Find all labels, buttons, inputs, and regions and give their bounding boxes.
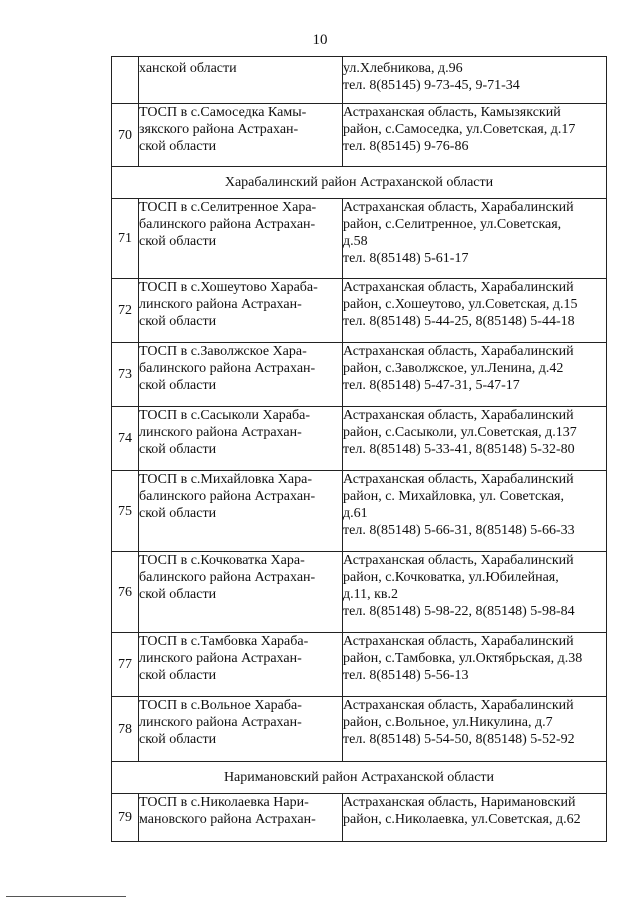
address-cell — [343, 343, 607, 407]
office-name-line: ТОСП в с.Заволжское Хара- — [139, 344, 307, 359]
row-number: 70 — [112, 104, 139, 167]
address-line: Астраханская область, Харабалинский — [343, 698, 574, 713]
address-line: район, с.Самоседка, ул.Советская, д.17 — [343, 122, 576, 137]
address-line: район, с.Николаевка, ул.Советская, д.62 — [343, 812, 581, 827]
office-name-cell — [139, 57, 343, 104]
office-name-line: ской области — [139, 732, 217, 747]
address-cell — [343, 104, 607, 167]
office-name-line: ской области — [139, 139, 217, 154]
office-name-line: мановского района Астрахан- — [139, 812, 316, 827]
address-line: район, с.Тамбовка, ул.Октябрьская, д.38 — [343, 651, 583, 666]
table-row — [112, 343, 607, 407]
district-header-row — [112, 167, 607, 199]
office-name-line: балинского района Астрахан- — [139, 489, 316, 504]
table-row — [112, 407, 607, 471]
address-line: тел. 8(85148) 5-61-17 — [343, 251, 469, 266]
address-line: д.58 — [343, 234, 368, 249]
office-name-line: ТОСП в с.Сасыколи Хараба- — [139, 408, 311, 423]
office-name-cell — [139, 199, 343, 279]
office-name-line: ТОСП в с.Николаевка Нари- — [139, 795, 309, 810]
address-line: район, с.Хошеутово, ул.Советская, д.15 — [343, 297, 578, 312]
table-row — [112, 57, 607, 104]
address-line: район, с.Вольное, ул.Никулина, д.7 — [343, 715, 553, 730]
office-name-line: линского района Астрахан- — [139, 651, 302, 666]
address-line: район, с. Михайловка, ул. Советская, — [343, 489, 564, 504]
table-row — [112, 104, 607, 167]
footnote-divider — [6, 896, 126, 897]
district-header-row — [112, 762, 607, 794]
office-name-line: ТОСП в с.Кочковатка Хара- — [139, 553, 305, 568]
table-row — [112, 471, 607, 552]
address-line: тел. 8(85148) 5-54-50, 8(85148) 5-52-92 — [343, 732, 575, 747]
registry-table-body — [112, 57, 607, 842]
office-name-line: балинского района Астрахан- — [139, 217, 316, 232]
address-line: тел. 8(85145) 9-76-86 — [343, 139, 469, 154]
address-line: тел. 8(85148) 5-66-31, 8(85148) 5-66-33 — [343, 523, 575, 538]
address-line: тел. 8(85148) 5-98-22, 8(85148) 5-98-84 — [343, 604, 575, 619]
office-name-line: ТОСП в с.Тамбовка Хараба- — [139, 634, 309, 649]
office-name-line: ской области — [139, 314, 217, 329]
office-name-cell — [139, 633, 343, 697]
office-name-line: линского района Астрахан- — [139, 715, 302, 730]
office-name-line: ТОСП в с.Самоседка Камы- — [139, 105, 307, 120]
address-line: Астраханская область, Камызякский — [343, 105, 561, 120]
address-line: тел. 8(85148) 5-47-31, 5-47-17 — [343, 378, 520, 393]
address-cell — [343, 57, 607, 104]
office-name-line: ханской области — [139, 61, 237, 76]
address-line: д.61 — [343, 506, 368, 521]
address-cell — [343, 199, 607, 279]
row-number: 74 — [112, 407, 139, 471]
table-row — [112, 199, 607, 279]
address-line: Астраханская область, Харабалинский — [343, 553, 574, 568]
table-row — [112, 697, 607, 762]
office-name-line: ТОСП в с.Вольное Хараба- — [139, 698, 302, 713]
office-name-line: ской области — [139, 442, 217, 457]
table-row — [112, 552, 607, 633]
row-number: 79 — [112, 794, 139, 842]
office-name-line: ТОСП в с.Хошеутово Хараба- — [139, 280, 318, 295]
address-line: Астраханская область, Харабалинский — [343, 408, 574, 423]
address-cell — [343, 552, 607, 633]
office-name-line: ТОСП в с.Селитренное Хара- — [139, 200, 317, 215]
address-cell — [343, 407, 607, 471]
address-line: ул.Хлебникова, д.96 — [343, 61, 463, 76]
row-number: 71 — [112, 199, 139, 279]
table-row — [112, 279, 607, 343]
address-line: тел. 8(85148) 5-44-25, 8(85148) 5-44-18 — [343, 314, 575, 329]
district-title: Харабалинский район Астраханской области — [112, 167, 607, 199]
table-row — [112, 794, 607, 842]
office-name-line: ской области — [139, 234, 217, 249]
address-line: Астраханская область, Харабалинский — [343, 344, 574, 359]
address-cell — [343, 633, 607, 697]
office-name-cell — [139, 471, 343, 552]
address-line: район, с.Заволжское, ул.Ленина, д.42 — [343, 361, 564, 376]
office-name-cell — [139, 104, 343, 167]
office-name-line: ТОСП в с.Михайловка Хара- — [139, 472, 312, 487]
office-name-cell — [139, 343, 343, 407]
office-name-line: балинского района Астрахан- — [139, 361, 316, 376]
address-line: район, с.Кочковатка, ул.Юбилейная, — [343, 570, 559, 585]
address-line: Астраханская область, Харабалинский — [343, 472, 574, 487]
office-name-line: зякского района Астрахан- — [139, 122, 299, 137]
office-name-line: балинского района Астрахан- — [139, 570, 316, 585]
address-line: район, с.Сасыколи, ул.Советская, д.137 — [343, 425, 577, 440]
address-line: район, с.Селитренное, ул.Советская, — [343, 217, 562, 232]
registry-table — [111, 56, 607, 842]
row-number: 75 — [112, 471, 139, 552]
address-cell — [343, 697, 607, 762]
office-name-cell — [139, 794, 343, 842]
address-line: тел. 8(85145) 9-73-45, 9-71-34 — [343, 78, 520, 93]
page-number: 10 — [312, 32, 328, 48]
row-number: 76 — [112, 552, 139, 633]
address-cell — [343, 794, 607, 842]
address-cell — [343, 471, 607, 552]
address-line: Астраханская область, Харабалинский — [343, 200, 574, 215]
office-name-line: ской области — [139, 587, 217, 602]
address-line: тел. 8(85148) 5-56-13 — [343, 668, 469, 683]
address-line: д.11, кв.2 — [343, 587, 399, 602]
office-name-line: ской области — [139, 378, 217, 393]
address-line: Астраханская область, Харабалинский — [343, 634, 574, 649]
address-line: тел. 8(85148) 5-33-41, 8(85148) 5-32-80 — [343, 442, 575, 457]
office-name-cell — [139, 407, 343, 471]
office-name-line: линского района Астрахан- — [139, 297, 302, 312]
district-title: Наримановский район Астраханской области — [112, 762, 607, 794]
row-number — [112, 57, 139, 104]
row-number: 78 — [112, 697, 139, 762]
row-number: 72 — [112, 279, 139, 343]
office-name-line: ской области — [139, 506, 217, 521]
office-name-line: линского района Астрахан- — [139, 425, 302, 440]
row-number: 73 — [112, 343, 139, 407]
address-cell — [343, 279, 607, 343]
office-name-cell — [139, 552, 343, 633]
office-name-cell — [139, 279, 343, 343]
address-line: Астраханская область, Харабалинский — [343, 280, 574, 295]
address-line: Астраханская область, Наримановский — [343, 795, 576, 810]
office-name-line: ской области — [139, 668, 217, 683]
table-row — [112, 633, 607, 697]
office-name-cell — [139, 697, 343, 762]
row-number: 77 — [112, 633, 139, 697]
